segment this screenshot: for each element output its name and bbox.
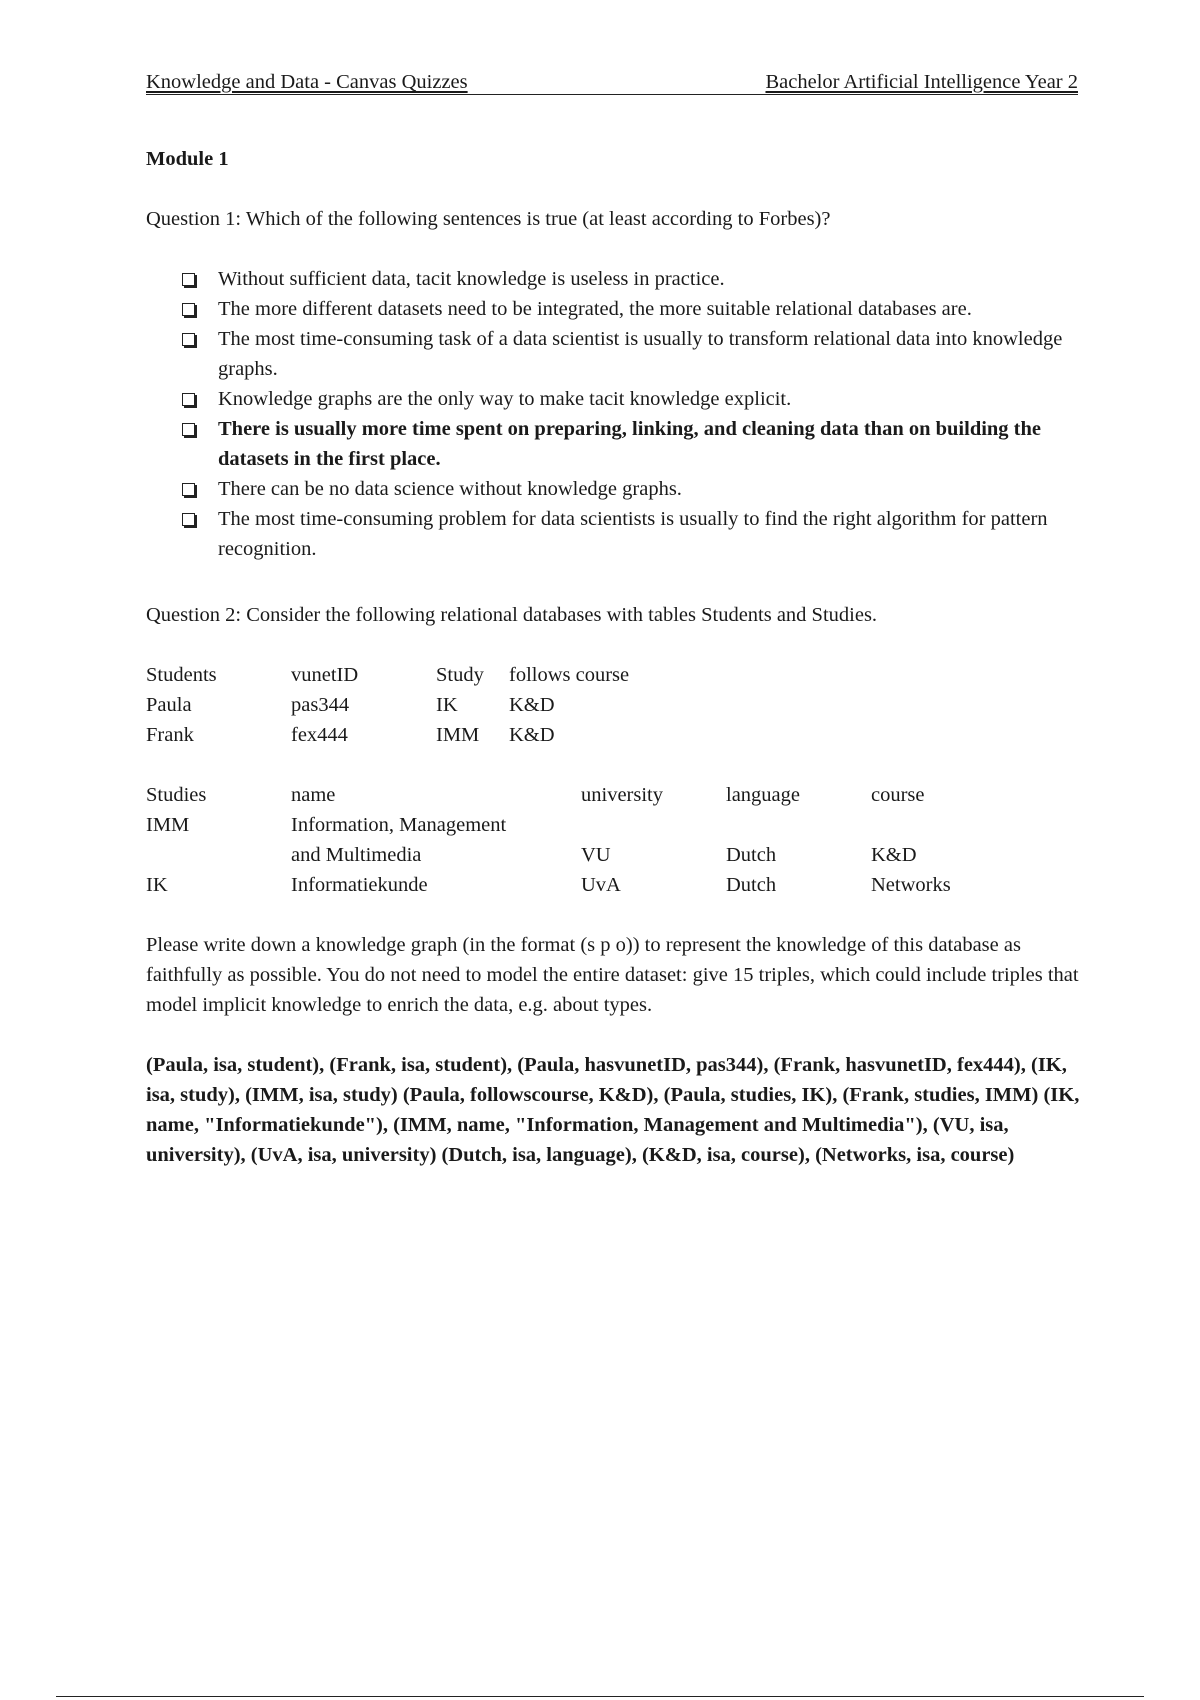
table-cell <box>871 810 951 840</box>
table-cell: IMM <box>436 724 480 746</box>
option-text: The most time-consuming task of a data scientist is usually to transform relational data into knowledge graphs. <box>218 328 1063 380</box>
option-item-correct <box>182 414 1082 474</box>
option-text: There can be no data science without knowledge graphs. <box>218 478 682 500</box>
table-header-cell: Students <box>146 664 217 686</box>
option-text: Without sufficient data, tacit knowledge is useless in practice. <box>218 268 725 290</box>
checkbox-icon <box>182 273 195 286</box>
checkbox-icon <box>182 333 195 346</box>
students-table <box>146 660 629 750</box>
module-title: Module 1 <box>146 148 229 170</box>
table-cell: K&D <box>509 724 555 746</box>
table-cell <box>726 810 871 840</box>
question-1-text: Question 1: Which of the following sentences is true (at least according to Forbes)? <box>146 208 831 230</box>
table-cell: Informatiekunde <box>291 874 428 896</box>
studies-table <box>146 780 951 900</box>
table-header-cell: vunetID <box>291 664 359 686</box>
question-1-options <box>182 264 1082 564</box>
checkbox-icon <box>182 303 195 316</box>
table-cell: Information, Management <box>291 814 507 836</box>
option-text: There is usually more time spent on preparing, linking, and cleaning data than on building the datasets in the first place. <box>218 418 1042 470</box>
table-cell: IK <box>436 694 458 716</box>
table-header-cell: university <box>581 784 663 806</box>
table-cell <box>146 840 291 870</box>
table-header-cell: Study <box>436 664 484 686</box>
table-cell: VU <box>581 844 611 866</box>
checkbox-icon <box>182 393 195 406</box>
option-item <box>182 504 1082 564</box>
table-header-cell: follows course <box>509 664 630 686</box>
table-header-row <box>146 660 629 690</box>
option-text: Knowledge graphs are the only way to make tacit knowledge explicit. <box>218 388 792 410</box>
question-2-answer: (Paula, isa, student), (Frank, isa, student), (Paula, hasvunetID, pas344), (Frank, hasvunetID, fex444), (IK, isa, study), (IMM, isa, study) (Paula, followscourse, K&D), (Paula, studies, IK), (Frank, studies, IMM) (IK, name, "Informatiekunde"), (IMM, name, "Information, Management and Multimedia"), (VU, isa, university), (UvA, isa, university) (Dutch, isa, language), (K&D, isa, course), (Networks, isa, course) <box>146 1054 1080 1166</box>
table-header-row <box>146 780 951 810</box>
table-cell: Frank <box>146 724 194 746</box>
table-cell: IMM <box>146 814 190 836</box>
table-header-cell: course <box>871 784 925 806</box>
table-cell: K&D <box>509 694 555 716</box>
checkbox-icon <box>182 483 195 496</box>
table-cell: UvA <box>581 874 621 896</box>
table-cell: Dutch <box>726 844 777 866</box>
footer-divider <box>56 1696 1144 1697</box>
table-cell: fex444 <box>291 724 348 746</box>
option-item <box>182 264 1082 294</box>
option-text: The more different datasets need to be integrated, the more suitable relational databases are. <box>218 298 972 320</box>
page-header <box>146 70 1078 95</box>
table-row <box>146 690 629 720</box>
table-cell: Dutch <box>726 874 777 896</box>
table-cell <box>581 810 726 840</box>
table-cell: IK <box>146 874 168 896</box>
table-header-cell: name <box>291 784 336 806</box>
option-item <box>182 384 1082 414</box>
table-cell: and Multimedia <box>291 844 422 866</box>
question-2-text: Question 2: Consider the following relational databases with tables Students and Studies. <box>146 604 878 626</box>
table-cell: Paula <box>146 694 192 716</box>
header-program: Bachelor Artificial Intelligence Year 2 <box>765 71 1078 93</box>
table-header-cell: Studies <box>146 784 207 806</box>
checkbox-icon <box>182 513 195 526</box>
option-text: The most time-consuming problem for data scientists is usually to find the right algorithm for pattern recognition. <box>218 508 1048 560</box>
checkbox-icon <box>182 423 195 436</box>
table-cell: pas344 <box>291 694 350 716</box>
question-2-prompt: Please write down a knowledge graph (in the format (s p o)) to represent the knowledge of this database as faithfully as possible. You do not need to model the entire dataset: give 15 triples, which could include triples that model implicit knowledge to enrich the data, e.g. about types. <box>146 934 1079 1016</box>
table-row <box>146 810 951 840</box>
table-row <box>146 840 951 870</box>
option-item <box>182 294 1082 324</box>
option-item <box>182 324 1082 384</box>
table-cell: K&D <box>871 844 917 866</box>
option-item <box>182 474 1082 504</box>
table-row <box>146 870 951 900</box>
table-header-cell: language <box>726 784 800 806</box>
table-row <box>146 720 629 750</box>
header-course-title: Knowledge and Data - Canvas Quizzes <box>146 71 468 93</box>
table-cell: Networks <box>871 874 951 896</box>
